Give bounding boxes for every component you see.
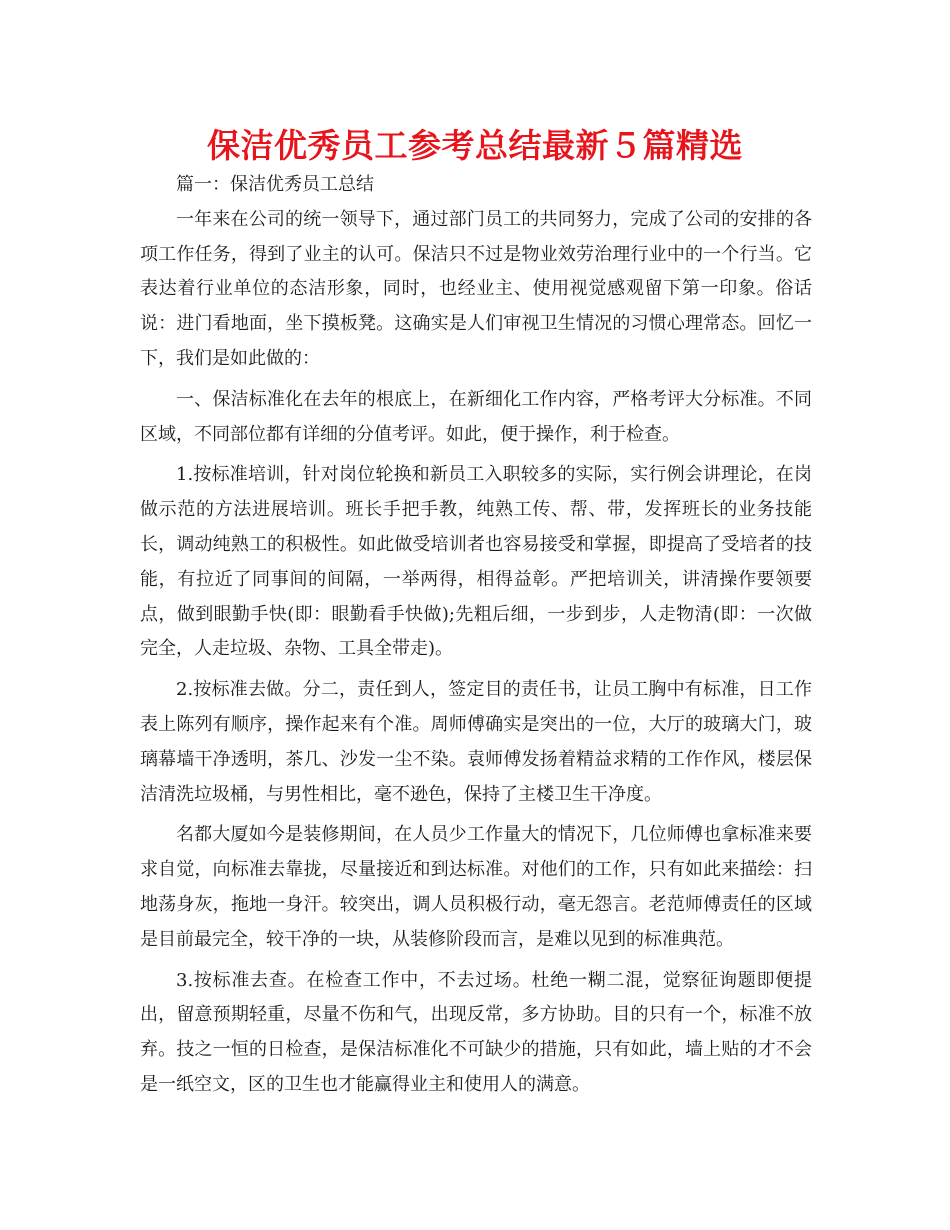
- paragraph-intro: 一年来在公司的统一领导下，通过部门员工的共同努力，完成了公司的安排的各项工作任务，得到了业主的认可。保洁只不过是物业效劳治理行业中的一个行当。它表达着行业单位的态洁形象，同时，也经业主、使用视觉感观留下第一印象。俗话说：进门看地面，坐下摸板凳。这确实是人们审视卫生情况的习惯心理常态。回忆一下，我们是如此做的：: [140, 208, 812, 369]
- paragraph-mingdu: 名都大厦如今是装修期间，在人员少工作量大的情况下，几位师傅也拿标准来要求自觉，向标准去靠拢，尽量接近和到达标准。对他们的工作，只有如此来描绘：扫地荡身灰，拖地一身汗。较突出，调人员积极行动，毫无怨言。老范师傅责任的区域是目前最完全，较干净的一块，从装修阶段而言，是难以见到的标准典范。: [140, 824, 812, 950]
- document-title: 保洁优秀员工参考总结最新５篇精选: [207, 126, 743, 165]
- paragraph-training: 1.按标准培训，针对岗位轮换和新员工入职较多的实际，实行例会讲理论，在岗做示范的方法进展培训。班长手把手教，纯熟工传、帮、带，发挥班长的业务技能长，调动纯熟工的积极性。如此做受培训者也容易接受和掌握，即提高了受培者的技能，有拉近了同事间的间隔，一举两得，相得益彰。严把培训关，讲清操作要领要点，做到眼勤手快(即：眼勤看手快做);先粗后细，一步到步，人走物清(即：一次做完全，人走垃圾、杂物、工具全带走)。: [140, 464, 812, 660]
- paragraph-inspection: 3.按标准去查。在检查工作中，不去过场。杜绝一糊二混，觉察征询题即便提出，留意预期轻重，尽量不伤和气，出现反常，多方协助。目的只有一个，标准不放弃。技之一恒的日检查，是保洁标准化不可缺少的措施，只有如此，墙上贴的才不会是一纸空文，区的卫生也才能赢得业主和使用人的满意。: [140, 969, 812, 1095]
- paragraph-standardization: 一、保洁标准化在去年的根底上，在新细化工作内容，严格考评大分标准。不同区域，不同部位都有详细的分值考评。如此，便于操作，利于检查。: [140, 388, 812, 445]
- section-heading: 篇一：保洁优秀员工总结: [176, 174, 374, 195]
- paragraph-execution: 2.按标准去做。分二，责任到人，签定目的责任书，让员工胸中有标准，日工作表上陈列有顺序，操作起来有个准。周师傅确实是突出的一位，大厅的玻璃大门，玻璃幕墙干净透明，茶几、沙发一尘不染。袁师傅发扬着精益求精的工作作风，楼层保洁清洗垃圾桶，与男性相比，毫不逊色，保持了主楼卫生干净度。: [140, 679, 812, 805]
- document-body: [140, 168, 812, 1103]
